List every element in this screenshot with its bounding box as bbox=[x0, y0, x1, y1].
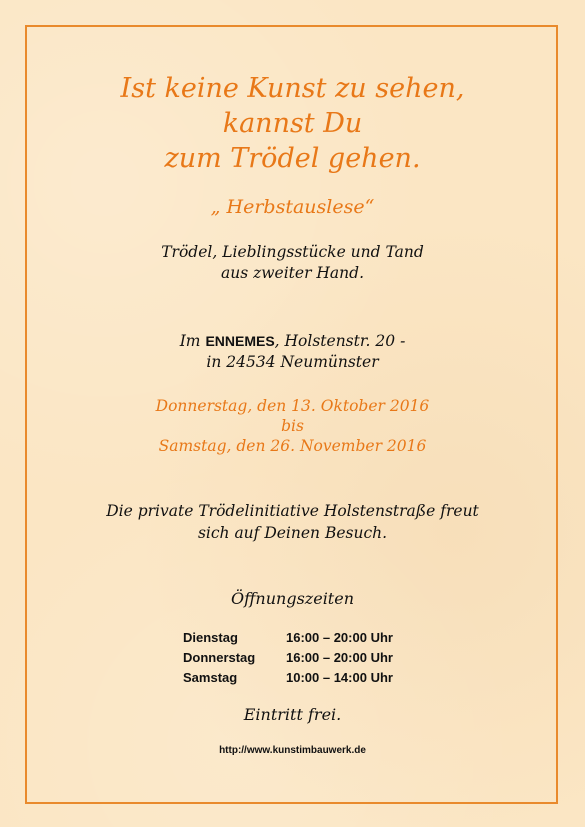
hours-row bbox=[183, 648, 393, 668]
opening-hours-table bbox=[183, 628, 393, 688]
hours-day: Dienstag bbox=[183, 630, 238, 645]
date-start: Donnerstag, den 13. Oktober 2016 bbox=[155, 397, 430, 415]
date-between: bis bbox=[281, 417, 304, 435]
hours-time: 16:00 – 20:00 Uhr bbox=[286, 630, 393, 645]
headline-line-1: Ist keine Kunst zu sehen, bbox=[120, 73, 465, 104]
hours-day: Samstag bbox=[183, 670, 238, 685]
date-end: Samstag, den 26. November 2016 bbox=[158, 437, 427, 455]
event-name: „ Herbstauslese“ bbox=[210, 196, 375, 218]
hours-row bbox=[183, 668, 393, 688]
invitation-line-2: sich auf Deinen Besuch. bbox=[197, 524, 388, 542]
invitation-line-1: Die private Trödelinitiative Holstenstraße freut bbox=[106, 502, 479, 520]
hours-row bbox=[183, 628, 393, 648]
headline-line-2: kannst Du bbox=[222, 108, 363, 139]
location-prefix: Im bbox=[179, 332, 206, 350]
admission-note: Eintritt frei. bbox=[243, 705, 342, 724]
headline-line-3: zum Trödel gehen. bbox=[164, 143, 421, 174]
location-line-2: in 24534 Neumünster bbox=[206, 353, 379, 371]
hours-day: Donnerstag bbox=[183, 650, 256, 665]
venue-name: ENNEMES bbox=[205, 333, 275, 349]
website-link[interactable]: http://www.kunstimbauwerk.de bbox=[219, 745, 366, 756]
hours-time: 16:00 – 20:00 Uhr bbox=[286, 650, 393, 665]
hours-time: 10:00 – 14:00 Uhr bbox=[286, 670, 393, 685]
tagline-line-1: Trödel, Lieblingsstücke und Tand bbox=[161, 243, 424, 261]
opening-hours-title: Öffnungszeiten bbox=[230, 589, 355, 608]
tagline-line-2: aus zweiter Hand. bbox=[221, 264, 364, 282]
location-street: , Holstenstr. 20 - bbox=[274, 332, 406, 350]
location-line-1 bbox=[0, 331, 585, 352]
